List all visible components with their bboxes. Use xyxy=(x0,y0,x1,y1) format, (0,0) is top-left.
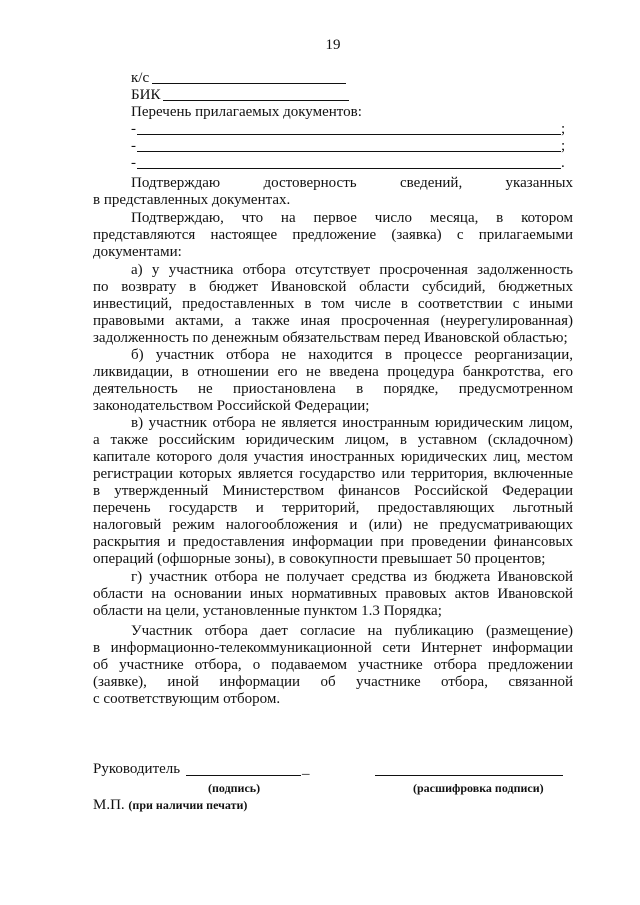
ks-row xyxy=(93,70,573,87)
text-line: инвестиций, предоставленных в том числе в соответствии с иными xyxy=(93,296,573,312)
item-v-not-foreign-entity xyxy=(93,415,573,568)
text-line: правовыми актами, а также иная просроченная (неурегулированная) xyxy=(93,313,573,329)
attached-documents-heading: Перечень прилагаемых документов: xyxy=(131,104,362,120)
document-body xyxy=(93,70,573,708)
text-line: представляются настоящее предложение (заявка) с прилагаемыми xyxy=(93,227,573,243)
paragraph-authenticity-confirmation xyxy=(93,175,573,209)
text-line: в утвержденный Министерством финансов Российской Федерации xyxy=(93,483,573,499)
text-line: в) участник отбора не является иностранным юридическим лицом, xyxy=(131,415,573,431)
head-label: Руководитель xyxy=(93,761,181,777)
text-line: Подтверждаю, что на первое число месяца, в котором xyxy=(131,210,573,226)
name-decoding-blank-line xyxy=(375,775,563,776)
decoding-caption: (расшифровка подписи) xyxy=(413,781,544,795)
text-line: задолженность по денежным обязательствам перед Ивановской областью; xyxy=(93,330,568,346)
seal-label: М.П. xyxy=(93,797,125,813)
text-line: документами: xyxy=(93,244,182,260)
text-line: области на цели, установленные пунктом 1.3 Порядка; xyxy=(93,603,442,619)
document-blank-line xyxy=(137,134,561,135)
text-line: области на основании иных нормативных правовых актов Ивановской xyxy=(93,586,573,602)
ks-blank-line xyxy=(152,83,346,84)
document-item-row xyxy=(93,121,573,138)
signature-blank-line xyxy=(186,775,301,776)
document-item-row xyxy=(93,138,573,155)
text-line: раскрытия и предоставления информации при проведении финансовых xyxy=(93,534,573,550)
list-dash: - xyxy=(131,121,136,137)
item-a-no-overdue-debt xyxy=(93,262,573,347)
text-line: капитале которого доля участия иностранных юридических лиц, местом xyxy=(93,449,573,465)
signature-caption: (подпись) xyxy=(208,781,261,795)
page-number: 19 xyxy=(325,37,341,53)
bik-row xyxy=(93,87,573,104)
text-line: об участнике отбора, о подаваемом участнике отбора предложении xyxy=(93,657,573,673)
document-blank-line xyxy=(137,168,561,169)
text-line: в представленных документах. xyxy=(93,192,291,208)
list-dash: - xyxy=(131,138,136,154)
text-line: а также российским юридическим лицом, в уставном (складочном) xyxy=(93,432,573,448)
text-line: (заявке), иной информации об участнике отбора, связанной xyxy=(93,674,573,690)
text-line: перечень государств и территорий, предоставляющих льготный xyxy=(93,500,573,516)
seal-row xyxy=(93,797,247,814)
ks-label: к/с xyxy=(131,70,150,86)
item-end-mark: ; xyxy=(561,121,566,137)
text-line: в информационно-телекоммуникационной сети Интернет информации xyxy=(93,640,573,656)
text-line: операций (офшорные зоны), в совокупности превышает 50 процентов; xyxy=(93,551,546,567)
document-item-row xyxy=(93,155,573,172)
text-line: Участник отбора дает согласие на публикацию (размещение) xyxy=(131,623,573,639)
text-line: законодательством Российской Федерации; xyxy=(93,398,370,414)
trailing-underscore: _ xyxy=(302,761,310,777)
text-line: Подтверждаю достоверность сведений, указанных xyxy=(131,175,573,191)
text-line: г) участник отбора не получает средства из бюджета Ивановской xyxy=(131,569,573,585)
bik-blank-line xyxy=(163,100,349,101)
bik-label: БИК xyxy=(131,87,161,103)
document-blank-line xyxy=(137,151,561,152)
text-line: б) участник отбора не находится в процессе реорганизации, xyxy=(131,347,573,363)
item-end-mark: ; xyxy=(561,138,566,154)
text-line: а) у участника отбора отсутствует просроченная задолженность xyxy=(131,262,573,278)
paragraph-status-confirmation xyxy=(93,210,573,261)
item-b-no-reorganization xyxy=(93,347,573,415)
text-line: регистрации которых является государство или территория, включенные xyxy=(93,466,573,482)
item-end-mark: . xyxy=(561,155,565,171)
item-g-no-budget-funds xyxy=(93,569,573,620)
list-dash: - xyxy=(131,155,136,171)
text-line: ликвидации, в отношении его не введена процедура банкротства, его xyxy=(93,364,573,380)
seal-note: (при наличии печати) xyxy=(128,798,248,812)
text-line: с соответствующим отбором. xyxy=(93,691,281,707)
text-line: налоговый режим налогообложения и (или) не предусматривающих xyxy=(93,517,573,533)
text-line: по возврату в бюджет Ивановской области субсидий, бюджетных xyxy=(93,279,573,295)
paragraph-publication-consent xyxy=(93,623,573,708)
text-line: деятельность не приостановлена в порядке, предусмотренном xyxy=(93,381,573,397)
